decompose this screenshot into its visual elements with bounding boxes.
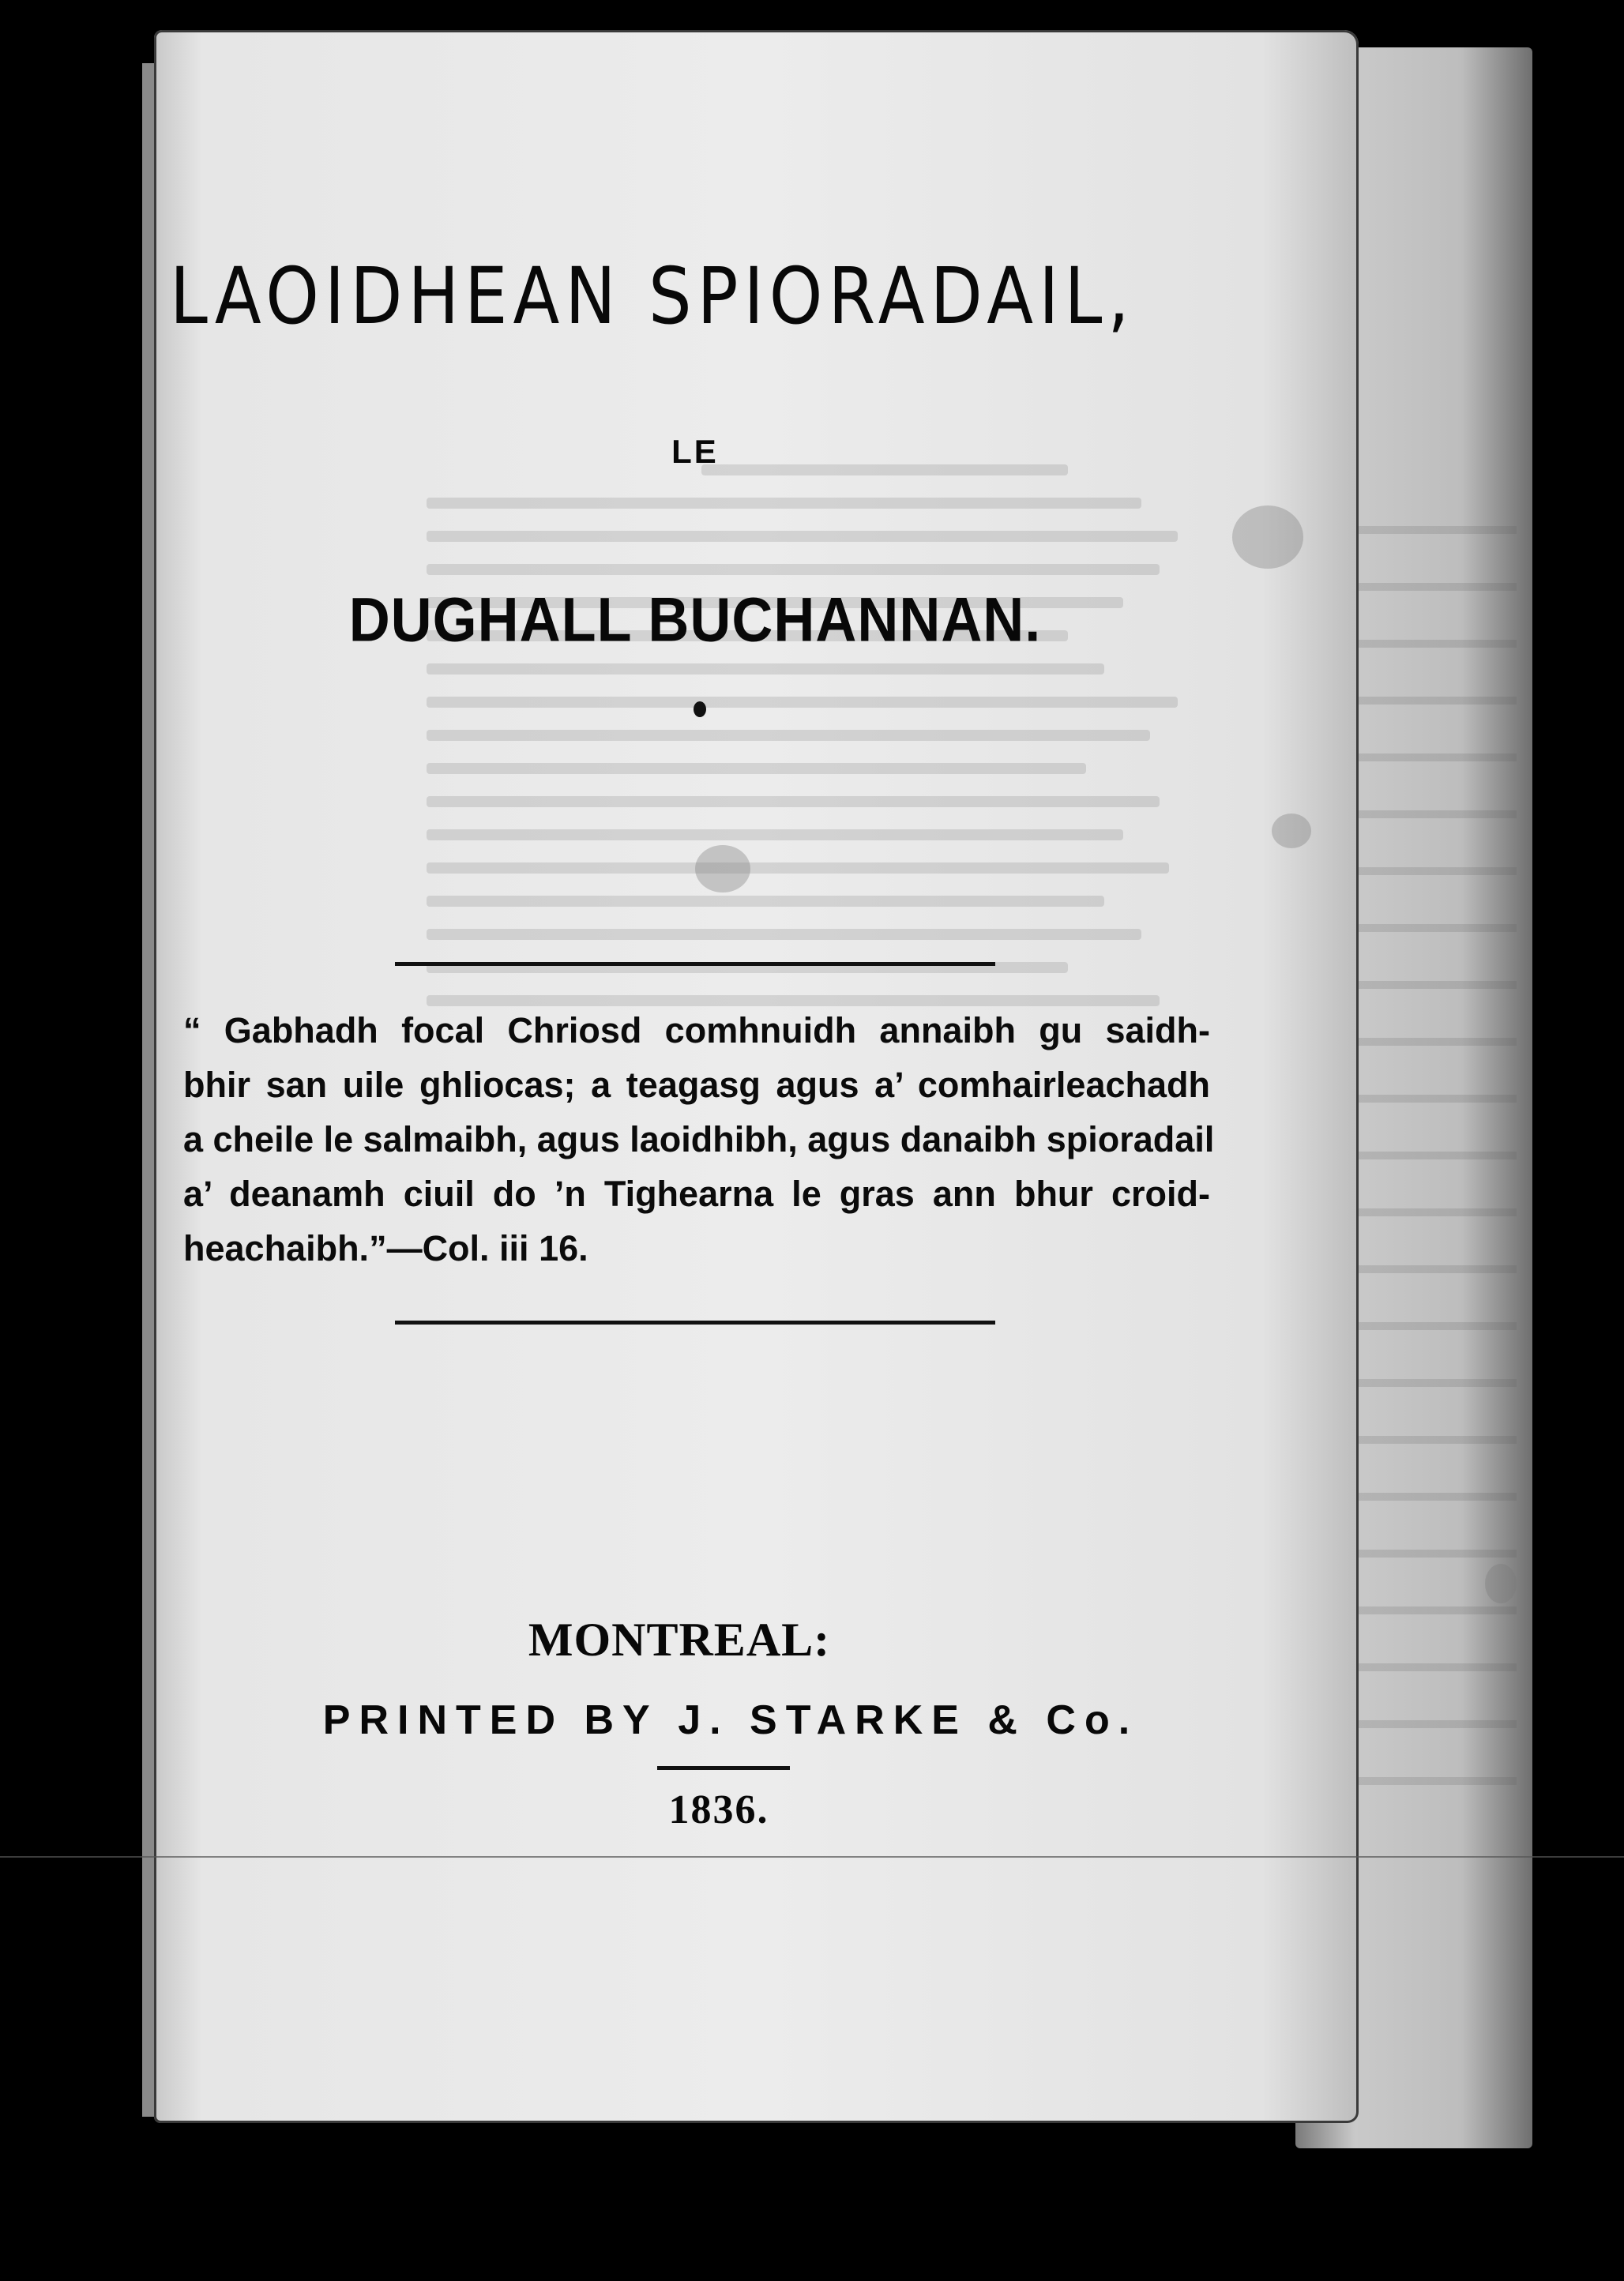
page-stain (1272, 814, 1311, 848)
ornament-dot (694, 701, 706, 717)
page-stain (695, 845, 750, 892)
epigraph-line: a cheile le salmaibh, agus laoidhibh, agus danaibh spioradail (183, 1119, 1215, 1159)
imprint-rule (657, 1766, 790, 1770)
page-stain (1485, 1564, 1517, 1603)
epigraph-top-rule (395, 962, 995, 966)
imprint-year: 1836. (668, 1787, 769, 1832)
epigraph-line: “ Gabhadh focal Chriosd comhnuidh annaibh gu saidh- (183, 1010, 1210, 1050)
epigraph-line: bhir san uile ghliocas; a teagasg agus a’ comhairleachadh (183, 1065, 1210, 1105)
imprint-printer: PRINTED BY J. STARKE & Co. (322, 1697, 1139, 1743)
epigraph-line: a’ deanamh ciuil do ’n Tighearna le gras ann bhur croid- (183, 1174, 1210, 1214)
by-word: LE (671, 433, 719, 470)
page-stain (1232, 505, 1303, 569)
imprint-city: MONTREAL: (528, 1614, 831, 1666)
author-name: DUGHALL BUCHANNAN. (348, 585, 1042, 656)
scanner-artifact-line (0, 1856, 1624, 1858)
epigraph-bottom-rule (395, 1321, 995, 1325)
epigraph-line: heachaibh.”—Col. iii 16. (183, 1228, 588, 1268)
epigraph-quote (183, 1003, 1215, 1276)
book-title: LAOIDHEAN SPIORADAIL, (170, 251, 1135, 342)
